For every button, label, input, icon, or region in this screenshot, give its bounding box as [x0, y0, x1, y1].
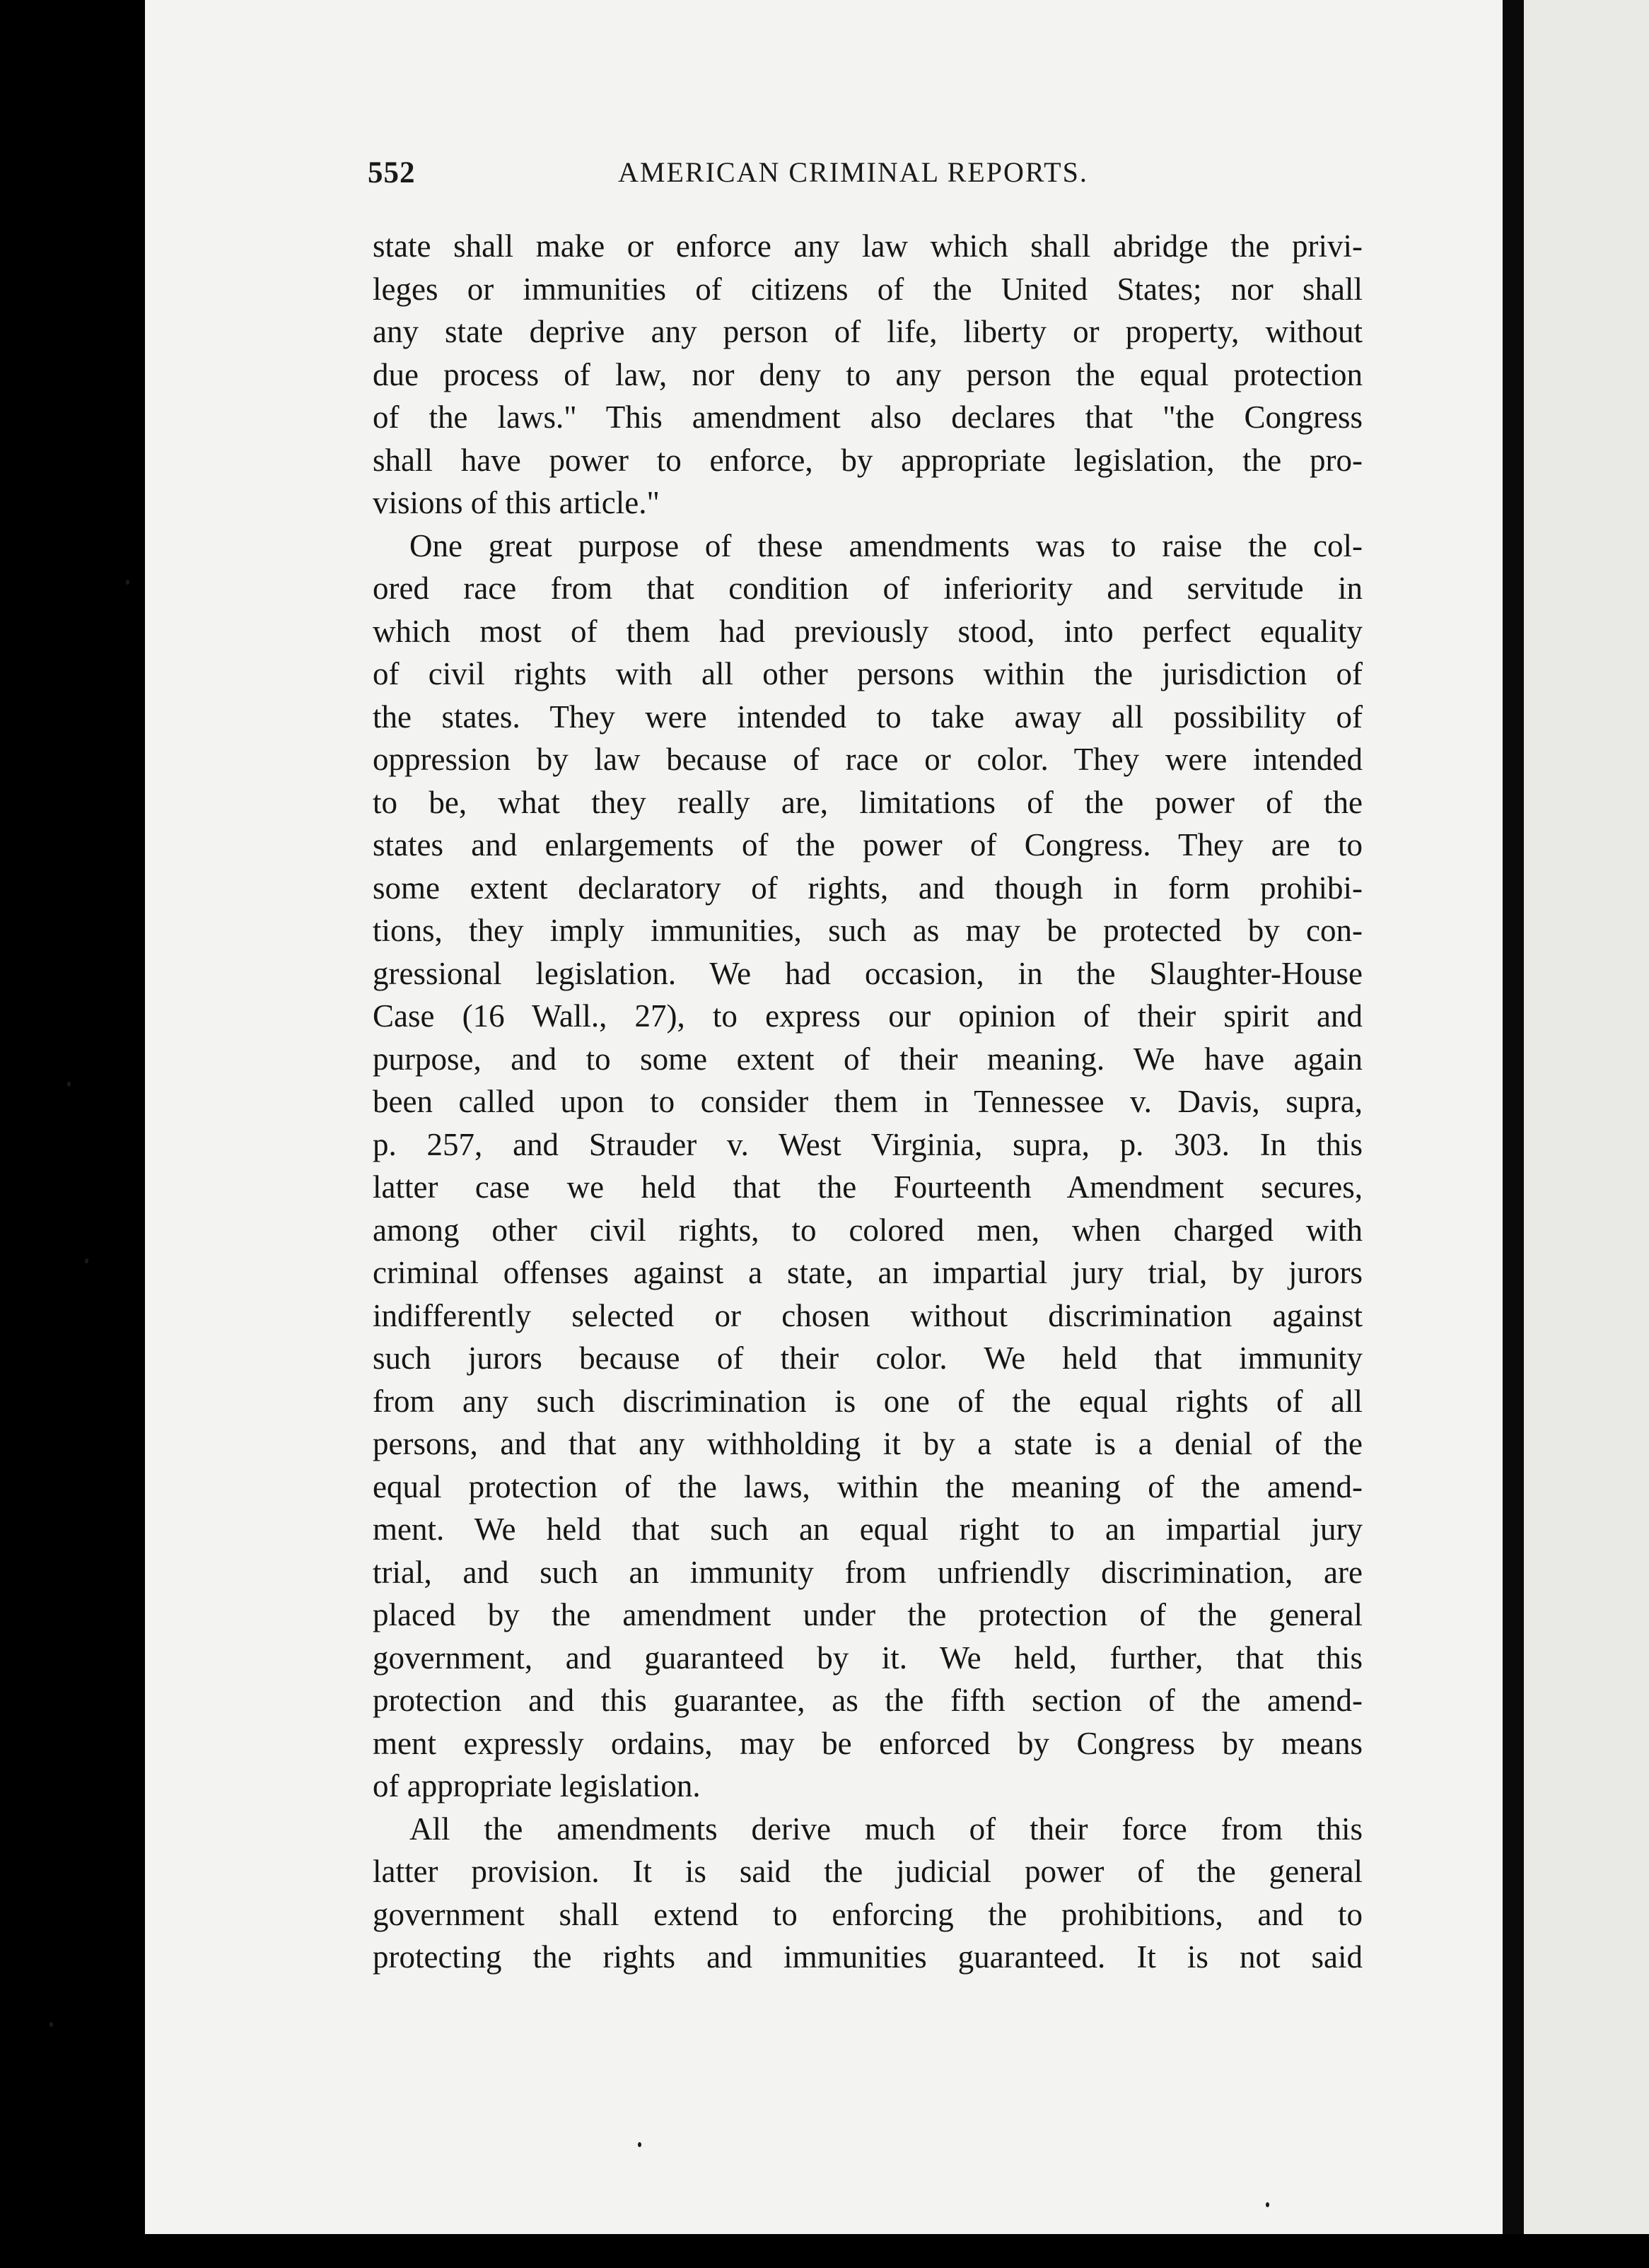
scan-speck — [85, 1258, 88, 1263]
text-line: criminal offenses against a state, an impartial jury trial, by jurors — [373, 1255, 1363, 1290]
text-line: such jurors because of their color. We held that immunity — [373, 1340, 1363, 1376]
text-line: protection and this guarantee, as the fifth section of the amend- — [373, 1683, 1363, 1718]
paragraph-first-line: One great purpose of these amendments was to raise the col- — [409, 527, 1363, 563]
facing-page-edge — [1524, 0, 1649, 2234]
text-line: gressional legislation. We had occasion, in the Slaughter-House — [373, 955, 1363, 991]
scan-speck — [49, 2022, 53, 2027]
running-title: AMERICAN CRIMINAL REPORTS. — [618, 156, 1088, 188]
body-text — [373, 225, 1363, 1979]
scan-speck — [638, 2142, 641, 2147]
paragraph-first-line: All the amendments derive much of their force from this — [409, 1811, 1363, 1847]
scan-bottom-edge — [0, 2234, 1649, 2268]
text-line: persons, and that any withholding it by a state is a denial of the — [373, 1426, 1363, 1461]
text-line: latter provision. It is said the judicial power of the general — [373, 1854, 1363, 1889]
text-line: states and enlargements of the power of Congress. They are to — [373, 827, 1363, 863]
text-line: state shall make or enforce any law which shall abridge the privi- — [373, 228, 1363, 264]
scan-speck — [126, 580, 129, 585]
text-line: ored race from that condition of inferiority and servitude in — [373, 571, 1363, 606]
text-line: of civil rights with all other persons within the jurisdiction of — [373, 656, 1363, 691]
scan-left-margin — [0, 0, 145, 2268]
text-line: indifferently selected or chosen without discrimination against — [373, 1297, 1363, 1333]
text-line: some extent declaratory of rights, and though in form prohibi- — [373, 870, 1363, 906]
text-line: placed by the amendment under the protection of the general — [373, 1597, 1363, 1632]
scan-speck — [1266, 2202, 1269, 2207]
text-line: been called upon to consider them in Tennessee v. Davis, supra, — [373, 1084, 1363, 1119]
text-line: latter case we held that the Fourteenth Amendment secures, — [373, 1169, 1363, 1205]
text-line: which most of them had previously stood, into perfect equality — [373, 613, 1363, 649]
text-line: from any such discrimination is one of the equal rights of all — [373, 1383, 1363, 1419]
text-line: visions of this article." — [373, 485, 660, 520]
binding-gutter — [1503, 0, 1524, 2268]
text-line: purpose, and to some extent of their meaning. We have again — [373, 1041, 1363, 1077]
text-line: ment. We held that such an equal right to an impartial jury — [373, 1512, 1363, 1547]
text-line: of appropriate legislation. — [373, 1768, 701, 1804]
text-line: to be, what they really are, limitations of the power of the — [373, 784, 1363, 820]
text-line: of the laws." This amendment also declares that "the Congress — [373, 399, 1363, 435]
text-line: trial, and such an immunity from unfriendly discrimination, are — [373, 1554, 1363, 1590]
text-line: protecting the rights and immunities guaranteed. It is not said — [373, 1939, 1363, 1975]
text-line: tions, they imply immunities, such as may be protected by con- — [373, 913, 1363, 948]
text-line: the states. They were intended to take away all possibility of — [373, 698, 1363, 735]
text-line: oppression by law because of race or color. They were intended — [373, 742, 1363, 777]
text-line: ment expressly ordains, may be enforced by Congress by means — [373, 1725, 1363, 1761]
running-head — [226, 156, 1358, 205]
text-line: equal protection of the laws, within the meaning of the amend- — [373, 1468, 1363, 1504]
text-line: government shall extend to enforcing the prohibitions, and to — [373, 1896, 1363, 1932]
text-line: government, and guaranteed by it. We held, further, that this — [373, 1639, 1363, 1676]
text-line: among other civil rights, to colored men, when charged with — [373, 1212, 1363, 1248]
page-number: 552 — [368, 156, 416, 189]
text-line: Case (16 Wall., 27), to express our opinion of their spirit and — [373, 998, 1363, 1034]
scan-speck — [67, 1082, 71, 1087]
text-line: p. 257, and Strauder v. West Virginia, supra, p. 303. In this — [373, 1126, 1363, 1162]
text-line: leges or immunities of citizens of the United States; nor shall — [373, 271, 1363, 307]
text-line: any state deprive any person of life, liberty or property, without — [373, 314, 1363, 349]
text-line: due process of law, nor deny to any person the equal protection — [373, 356, 1363, 392]
text-line: shall have power to enforce, by appropriate legislation, the pro- — [373, 442, 1363, 478]
